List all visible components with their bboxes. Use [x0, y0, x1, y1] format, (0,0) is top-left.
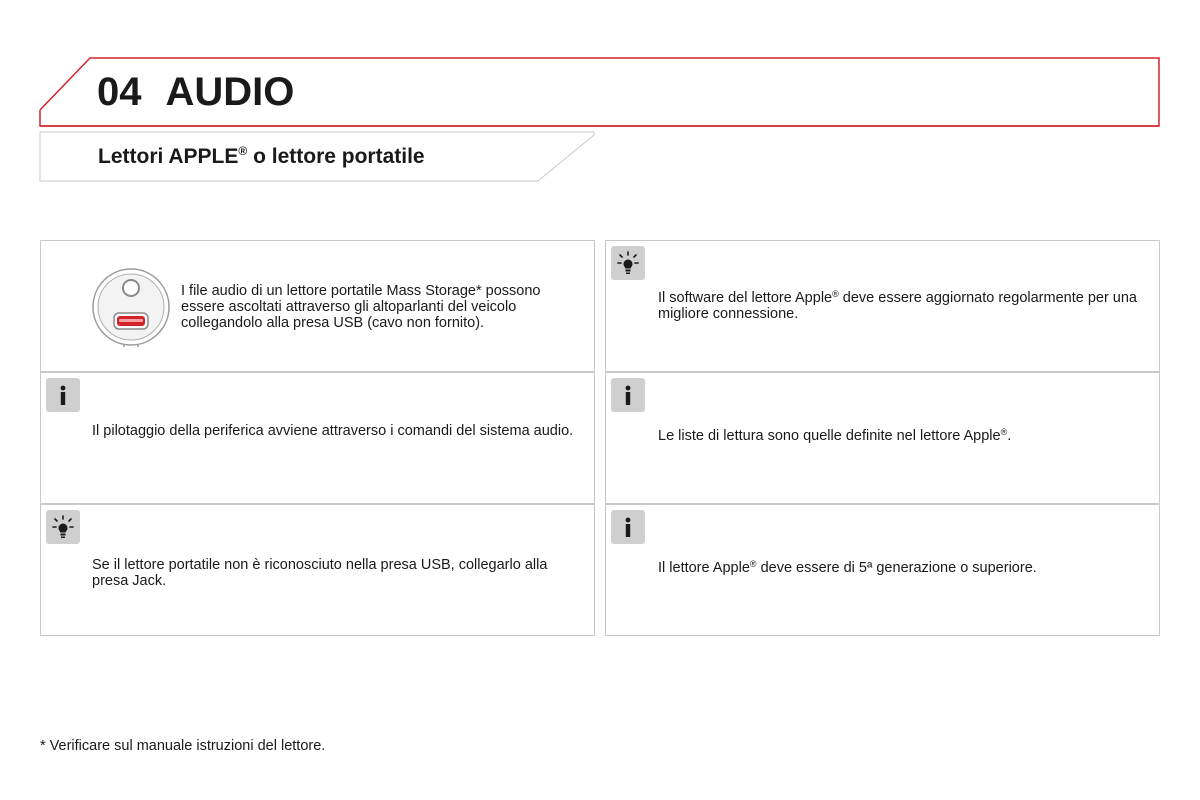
- info-icon: [46, 378, 80, 412]
- registered-mark: ®: [749, 559, 757, 569]
- usb-info-text: I file audio di un lettore portatile Mass Storage* possono essere ascoltati attraverso gli altoparlanti del veicolo collegandolo alla presa USB (cavo non fornito).: [181, 283, 541, 331]
- chapter-title: [97, 68, 294, 116]
- info-icon: [611, 378, 645, 412]
- info-cell-tip-jack: [40, 504, 595, 636]
- info-cell-playlists: [605, 372, 1160, 504]
- section-title: [98, 144, 425, 170]
- text-part: .: [1007, 428, 1012, 444]
- generation-info-text: [658, 560, 1148, 576]
- text-part: Le liste di lettura sono quelle definite nel lettore Apple: [658, 428, 1001, 444]
- info-cell-tip-software: [605, 240, 1160, 372]
- control-info-text: Il pilotaggio della periferica avviene attraverso i comandi del sistema audio.: [92, 423, 574, 439]
- info-cell-generation: [605, 504, 1160, 636]
- section-title-main: Lettori APPLE: [98, 145, 239, 168]
- info-icon: [611, 510, 645, 544]
- tip-lightbulb-icon: [611, 246, 645, 280]
- info-cell-usb: [40, 240, 595, 372]
- tip-jack-text: Se il lettore portatile non è riconosciuto nella presa USB, collegarlo alla presa Jack.: [92, 557, 548, 589]
- chapter-name: AUDIO: [165, 70, 295, 114]
- text-part: deve essere aggiornato regolarmente per una migliore connessione.: [658, 290, 1137, 322]
- registered-mark: ®: [1000, 427, 1008, 437]
- section-title-suffix: o lettore portatile: [247, 145, 425, 168]
- footnote: * Verificare sul manuale istruzioni del lettore.: [40, 738, 326, 754]
- text-part: Il lettore Apple: [658, 560, 750, 576]
- text-part: Il software del lettore Apple: [658, 290, 833, 306]
- info-grid: [40, 240, 1160, 636]
- registered-mark: ®: [238, 144, 248, 158]
- playlists-info-text: [658, 428, 1148, 444]
- text-part: deve essere di 5ª generazione o superiore.: [756, 560, 1037, 576]
- chapter-number: 04: [97, 70, 142, 114]
- usb-port-icon: [91, 267, 171, 347]
- registered-mark: ®: [832, 289, 839, 299]
- tip-software-text: [658, 290, 1148, 322]
- tip-lightbulb-icon: [46, 510, 80, 544]
- info-cell-control: [40, 372, 595, 504]
